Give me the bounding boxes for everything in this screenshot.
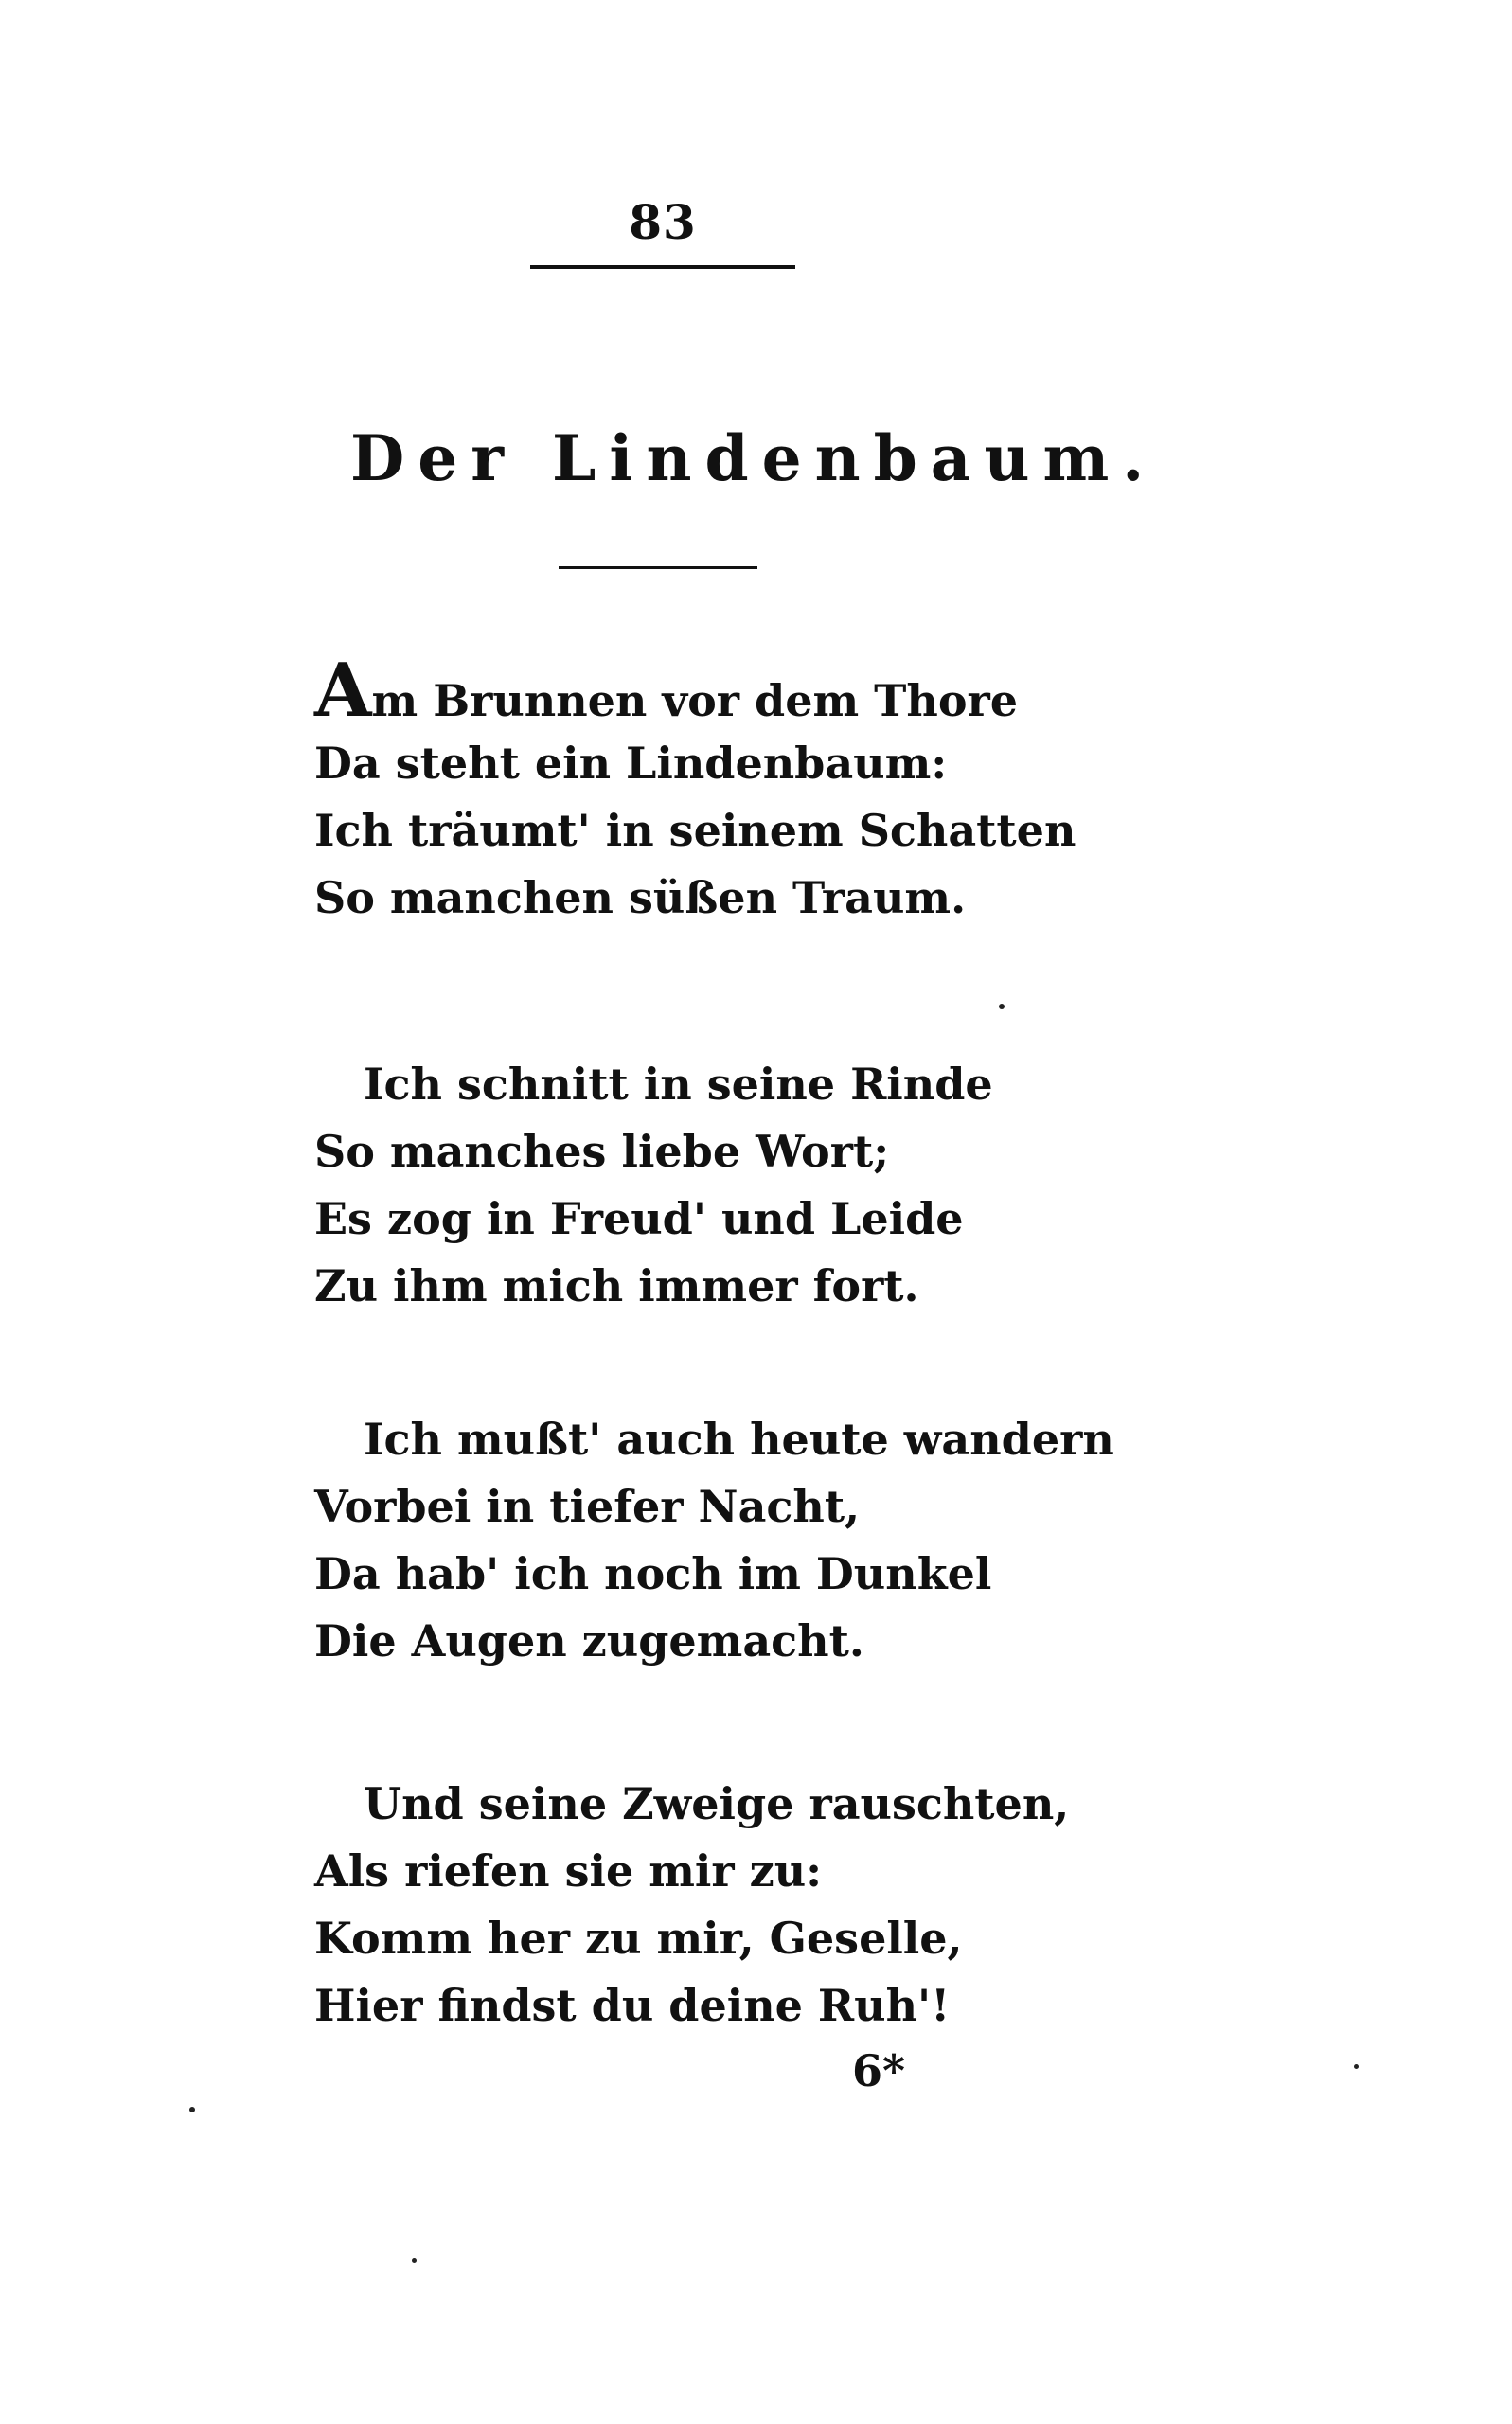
verse-line: Komm her zu mir, Geselle, — [314, 1913, 963, 1964]
verse-line: Als riefen sie mir zu: — [314, 1845, 823, 1897]
scan-speck — [999, 1004, 1005, 1009]
scan-speck — [412, 2258, 417, 2263]
signature-mark: 6* — [852, 2045, 906, 2096]
verse-line: Vorbei in tiefer Nacht, — [314, 1481, 861, 1532]
drop-cap: A — [314, 648, 372, 734]
stanza-4 — [314, 1771, 1070, 2040]
stanza-1 — [314, 648, 1076, 932]
stanza-2 — [314, 1051, 1053, 1320]
stanza-3 — [314, 1406, 1114, 1675]
title-rule — [559, 566, 757, 569]
scan-speck — [1354, 2064, 1359, 2069]
poem-title: Der Lindenbaum. — [350, 421, 1158, 495]
verse-line: Am Brunnen vor dem Thore — [314, 648, 1019, 734]
verse-line: Da steht ein Lindenbaum: — [314, 738, 948, 789]
verse-line: Da hab' ich noch im Dunkel — [314, 1548, 992, 1599]
scan-speck — [189, 2107, 195, 2112]
verse-line: Zu ihm mich immer fort. — [314, 1260, 919, 1311]
page-number: 83 — [629, 194, 697, 250]
verse-line: Ich mußt' auch heute wandern — [364, 1414, 1114, 1465]
verse-line: Es zog in Freud' und Leide — [314, 1193, 964, 1244]
verse-line: Und seine Zweige rauschten, — [364, 1778, 1070, 1829]
header-rule — [530, 265, 795, 269]
verse-line: Hier findst du deine Ruh'! — [314, 1980, 951, 2031]
verse-line: Ich träumt' in seinem Schatten — [314, 805, 1076, 856]
verse-line: Ich schnitt in seine Rinde — [364, 1059, 993, 1110]
verse-line: So manches liebe Wort; — [314, 1126, 890, 1177]
verse-line: Die Augen zugemacht. — [314, 1615, 864, 1666]
verse-line: So manchen süßen Traum. — [314, 872, 967, 923]
